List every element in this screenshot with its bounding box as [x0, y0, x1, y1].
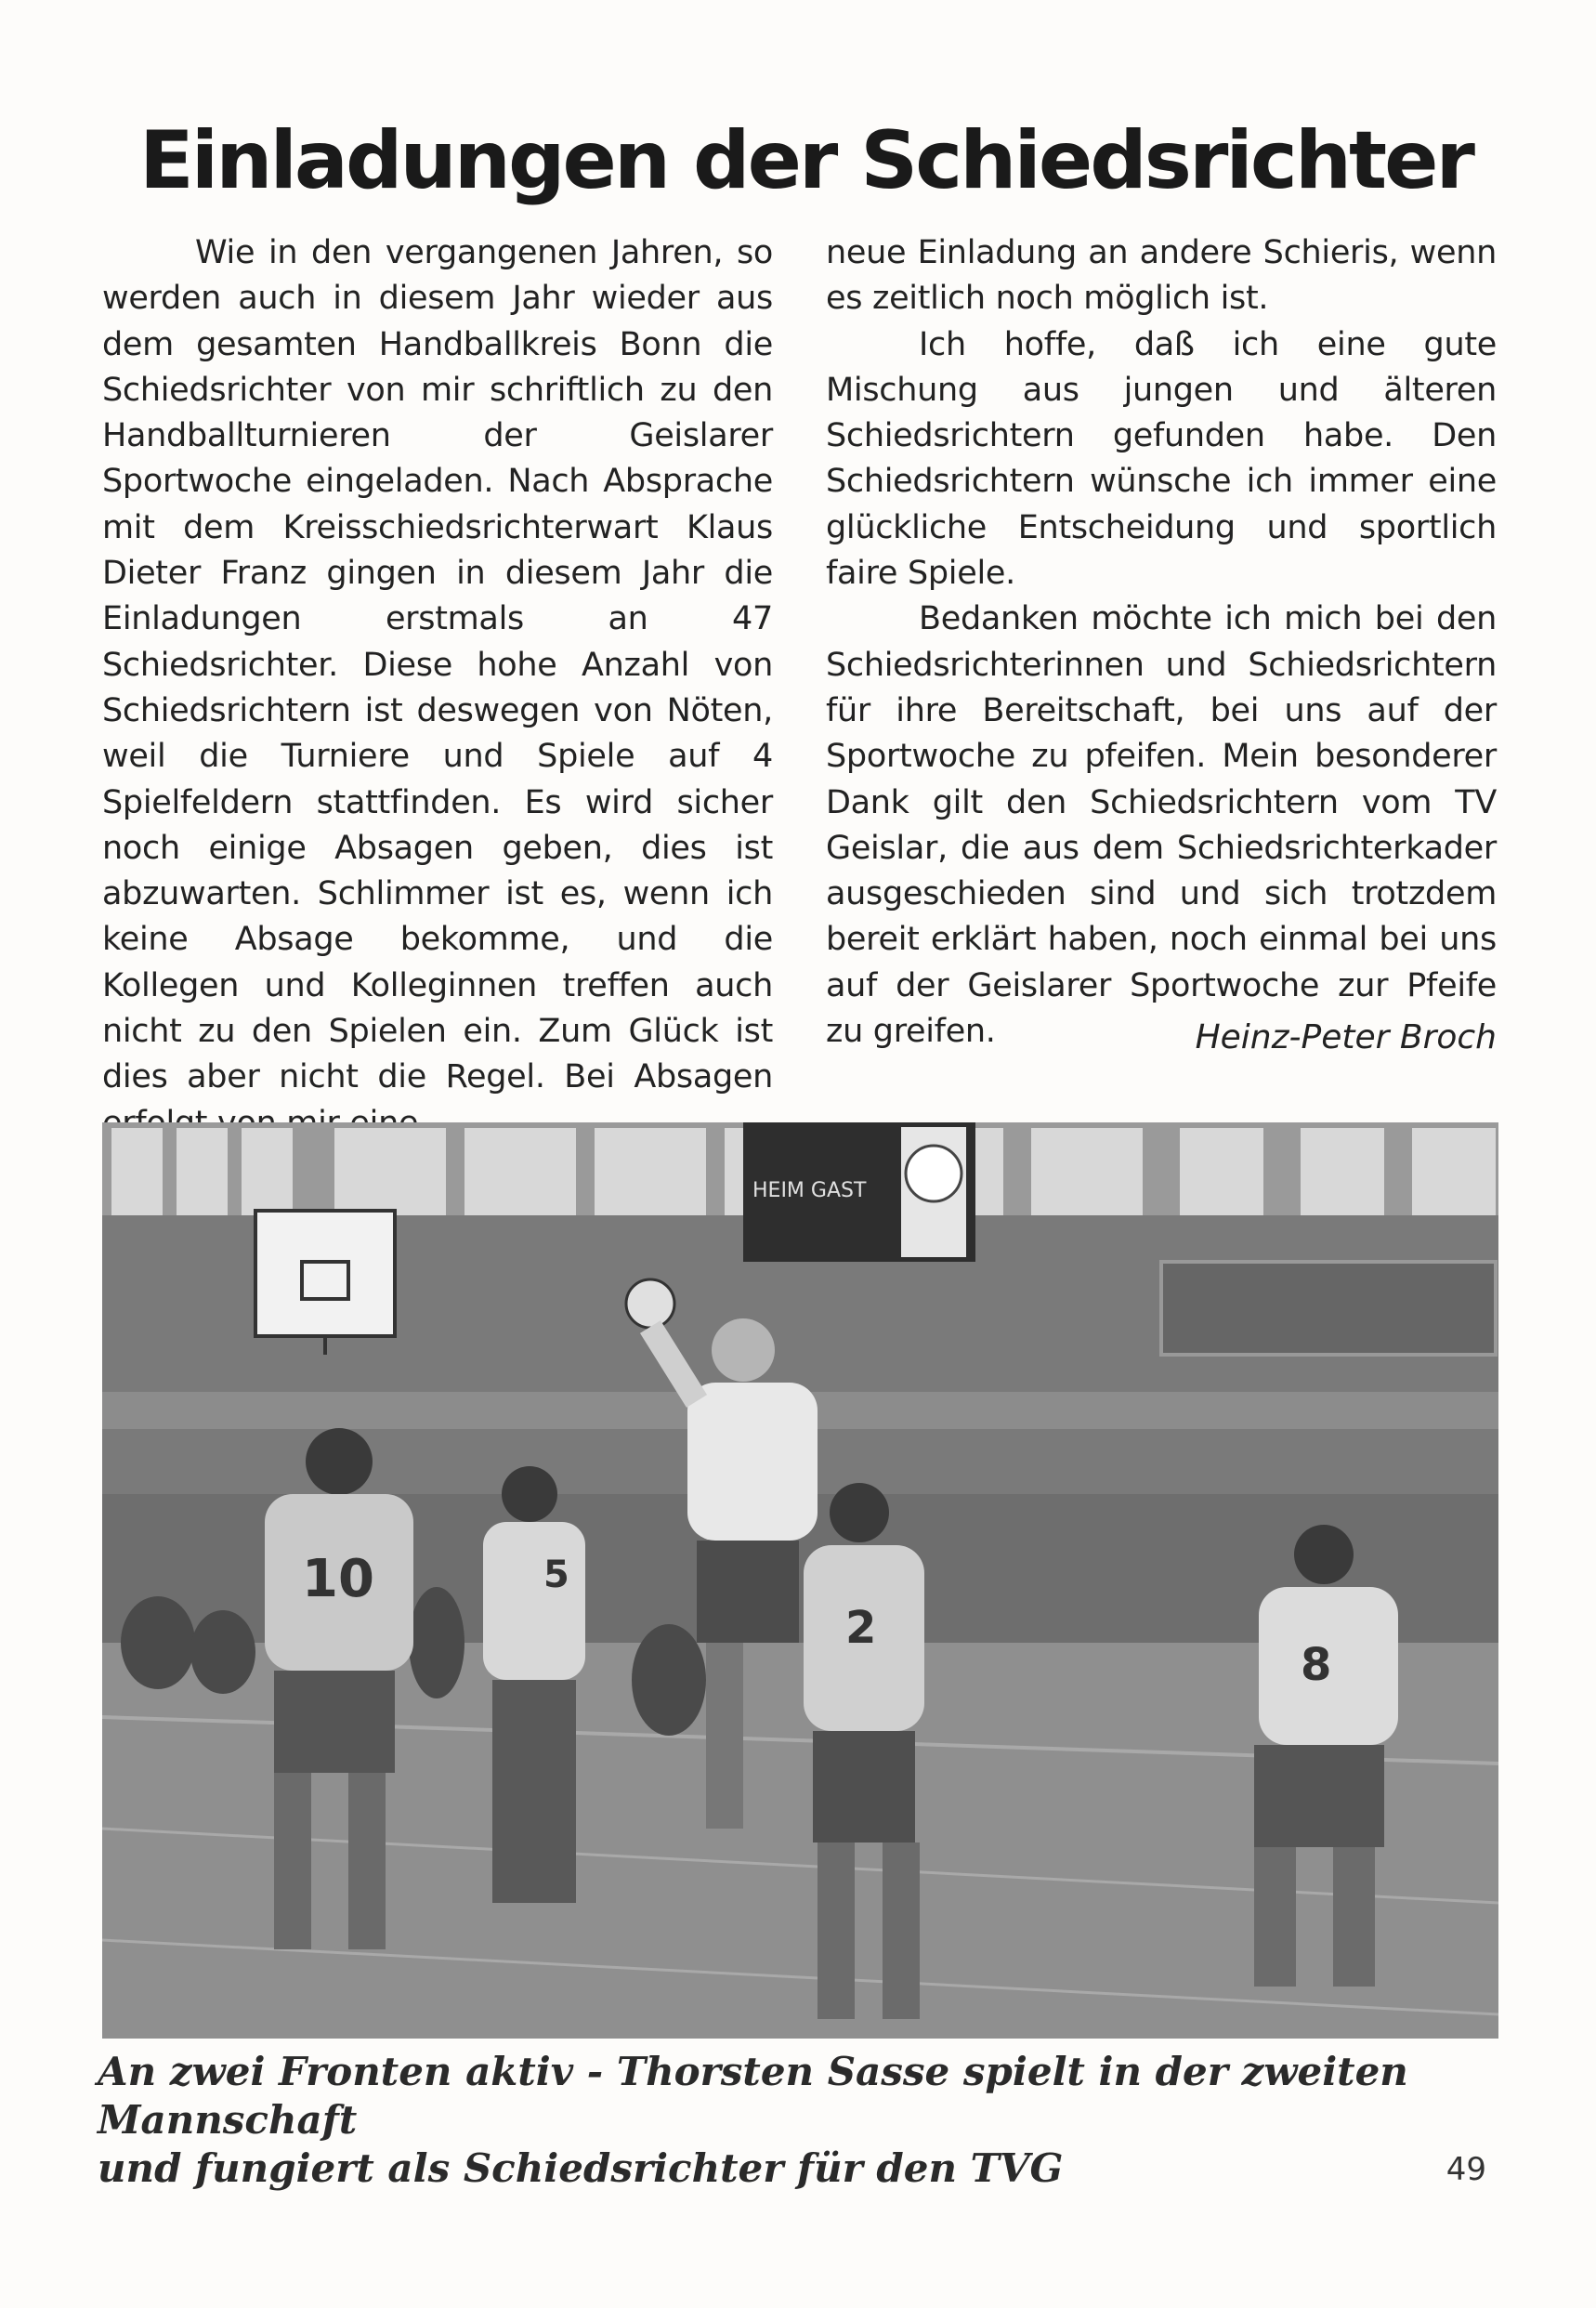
- right-paragraph-3: Bedanken möchte ich mich bei den Schiedsrichterinnen und Schiedsrichtern für ihre Bereitschaft, bei uns auf der Sportwoche zu pfeifen. Mein besonderer Dank gilt den Schiedsrichtern vom TV Geislar, die aus dem Schiedsrichterkader ausgeschieden sind und sich trotzdem bereit erklärt haben, noch einmal bei uns auf der Geislarer Sportwoche zur Pfeife zu greifen.: [826, 600, 1497, 1051]
- jersey-number-5: 5: [543, 1554, 569, 1596]
- caption-line-1: An zwei Fronten aktiv - Thorsten Sasse spielt in der zweiten Mannschaft: [98, 2049, 1408, 2143]
- handball-ball: [626, 1279, 674, 1328]
- article-title: Einladungen der Schiedsrichter: [139, 114, 1472, 207]
- player-5: [483, 1466, 585, 1903]
- right-paragraph-2: Ich hoffe, daß ich eine gute Mischung aus jungen und älteren Schiedsrichtern gefunden habe. Den Schiedsrichtern wünsche ich immer eine glückliche Entscheidung und sportlich faire Spiele.: [826, 325, 1497, 593]
- jersey-number-10: 10: [302, 1549, 374, 1609]
- author-signature: Heinz-Peter Broch: [1195, 1018, 1497, 1056]
- right-paragraph-1: neue Einladung an andere Schieris, wenn es zeitlich noch möglich ist.: [826, 234, 1497, 318]
- left-paragraph-1: Wie in den vergangenen Jahren, so werden auch in diesem Jahr wieder aus dem gesamten Handballkreis Bonn die Schiedsrichter von mir schriftlich zu den Handballturnieren der Geislarer Sportwoche eingeladen. Nach Absprache mit dem Kreisschiedsrichterwart Klaus Dieter Franz gingen in diesem Jahr die Einladungen erstmals an 47 Schiedsrichter. Diese hohe Anzahl von Schiedsrichtern ist deswegen von Nöten, weil die Turniere und Spiele auf 4 Spielfeldern stattfinden. Es wird sicher noch einige Absagen geben, dies ist abzuwarten. Schlimmer ist es, wenn ich keine Absage bekomme, und die Kollegen und Kolleginnen treffen auch nicht zu den Spielen ein. Zum Glück ist dies aber nicht die Regel. Bei Absagen: [102, 234, 773, 1096]
- jersey-number-8: 8: [1301, 1639, 1332, 1691]
- page-number: 49: [1446, 2151, 1486, 2188]
- handball-photo: [102, 1122, 1498, 2039]
- jersey-number-2: 2: [845, 1602, 877, 1654]
- caption-line-2: und fungiert als Schiedsrichter für den TVG: [98, 2145, 1064, 2191]
- left-column: [102, 230, 773, 1147]
- photo-caption: [98, 2048, 1510, 2193]
- right-column: [826, 230, 1497, 1055]
- scoreboard-label: HEIM GAST: [752, 1179, 867, 1202]
- handball-scene: [102, 1122, 1498, 2039]
- scoreboard: [743, 1122, 975, 1262]
- basketball-backboard: [255, 1211, 395, 1355]
